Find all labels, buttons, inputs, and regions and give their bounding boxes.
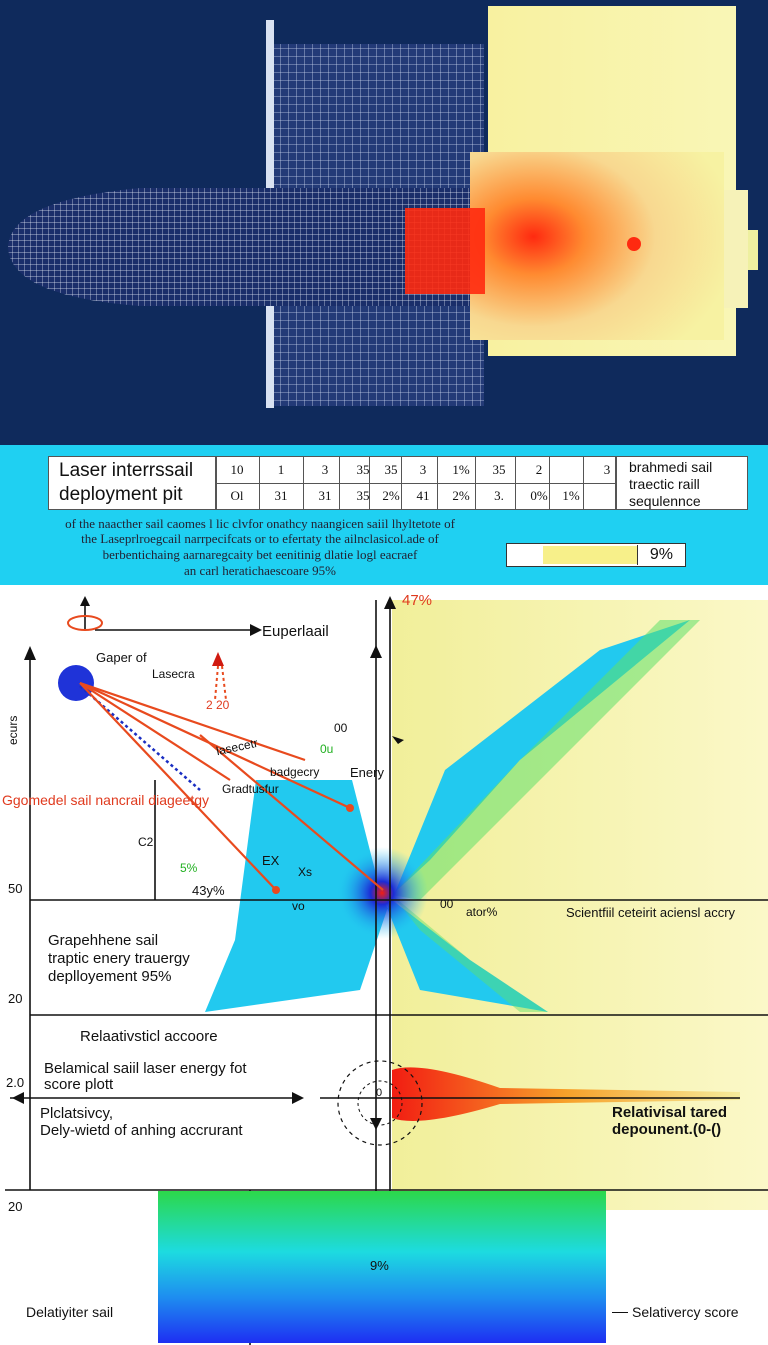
tick-20: 20 — [8, 991, 23, 1006]
graphene-line-1: Grapehhene sail — [48, 932, 159, 949]
table-cell: 35 — [384, 462, 398, 477]
gaper-label: Gaper of — [96, 650, 147, 665]
graduatefur-label: Gradtusfur — [222, 782, 279, 796]
relative-score-label: Relaativsticl accoore — [80, 1028, 218, 1045]
tick-2-0: 2.0 — [6, 1075, 25, 1090]
energy-label: Enery — [350, 765, 384, 780]
table-cell: 1% — [452, 462, 470, 477]
sequence-line-2: traectic raill — [629, 476, 700, 492]
plat-line-1: Plclatsivcy, — [40, 1105, 114, 1122]
y-axis-label: ecurs — [6, 715, 20, 745]
red-diagram-title: Ggomedel sail nancrail diageetgy — [2, 792, 210, 808]
badgecry-label: badgecry — [270, 765, 320, 779]
graphene-line-2: traptic enery trauergy — [48, 950, 190, 967]
sail-render-graphic — [0, 0, 768, 445]
table-cell: 10 — [230, 462, 244, 477]
progress-fill — [543, 546, 637, 564]
plat-line-2: Dely-wietd of anhing accrurant — [40, 1122, 243, 1139]
progress-tick — [637, 545, 638, 565]
bottom-right-label: Selativercy score — [632, 1304, 739, 1320]
title-line-1: Laser interrssail — [59, 460, 194, 481]
x-axis-label: Scientfiil ceteirit aciensl accry — [566, 905, 736, 920]
axis-ator: ator% — [466, 905, 498, 919]
progress-label: 9% — [649, 546, 673, 563]
table-cell: 1% — [562, 488, 580, 503]
score-percent: 9% — [370, 1258, 389, 1273]
table-column-divider — [259, 457, 260, 509]
caption-line-1: of the naacther sail caomes l lic clvfor onathcy naangicen saiil lhyltetote of — [65, 516, 455, 531]
relative-target-2: depounent.(0-() — [612, 1121, 722, 1138]
table-column-divider — [515, 457, 516, 509]
belam-line-1: Belamical saiil laser energy fot — [44, 1060, 247, 1077]
table-cell: 3 — [603, 462, 611, 477]
legend-line — [612, 1312, 628, 1313]
sequence-box — [616, 456, 748, 510]
belam-line-2: score plott — [44, 1076, 114, 1093]
table-cell: 2% — [452, 488, 470, 503]
table-cell: 1 — [277, 462, 285, 477]
value-c2: C2 — [138, 835, 154, 849]
relative-target-1: Relativisal tared — [612, 1104, 728, 1121]
value-00: 00 — [334, 721, 348, 735]
title-box — [48, 456, 216, 510]
table-cell: 41 — [416, 488, 430, 503]
sequence-line-3: sequlennce — [629, 493, 701, 509]
title-line-2: deployment pit — [59, 484, 183, 505]
tick-50: 50 — [8, 881, 23, 896]
axis-vo: vo — [292, 899, 305, 913]
table-cell: 2 — [535, 462, 543, 477]
top-percent: 47% — [402, 592, 433, 609]
axis-00: 00 — [440, 897, 454, 911]
laser-source — [58, 665, 94, 701]
table-cell: Ol — [230, 488, 244, 503]
table-cell: 3 — [321, 462, 329, 477]
table-cell: 3 — [419, 462, 427, 477]
table-cell: 35 — [356, 462, 370, 477]
spacecraft-render — [0, 0, 768, 445]
table-column-divider — [303, 457, 304, 509]
value-table — [216, 456, 616, 510]
caption-line-2: the Laseprlroegcail narrpecifcats or to efertaty the ailnclasicol.ade of — [81, 531, 439, 546]
lasecra-label: Lasecra — [152, 667, 195, 681]
sequence-line-1: brahmedi sail — [629, 459, 713, 475]
lasecra-value: 2 20 — [206, 698, 230, 712]
table-cell: 2% — [382, 488, 400, 503]
graphene-line-3: deplloyement 95% — [48, 968, 172, 985]
value-43: 43y% — [192, 883, 225, 898]
tick-20-bottom: 20 — [8, 1199, 23, 1214]
table-cell: 35 — [356, 488, 370, 503]
table-divider — [217, 483, 615, 484]
ex-label: EX — [262, 853, 280, 868]
table-cell: 0% — [530, 488, 548, 503]
lasecetr-label: lasecetr — [215, 735, 260, 759]
progress-bar — [506, 543, 686, 567]
value-0: 0 — [376, 1087, 383, 1099]
bottom-left-label: Delatiyiter sail — [26, 1304, 114, 1320]
table-cell: 31 — [318, 488, 332, 503]
table-cell: 35 — [492, 462, 506, 477]
value-5pct: 5% — [180, 861, 198, 875]
eyebrow-label: Euperlaail — [262, 623, 329, 640]
value-0u: 0u — [320, 742, 334, 756]
table-cell: 31 — [274, 488, 288, 503]
caption-line-3: berbentichaing aarnaregcaity bet eenitinig dlatie logl eacraef — [102, 547, 418, 562]
caption-line-4: an carl heratichaescoare 95% — [184, 563, 336, 578]
table-cell: 3. — [494, 488, 504, 503]
xs-label: Xs — [298, 865, 313, 879]
